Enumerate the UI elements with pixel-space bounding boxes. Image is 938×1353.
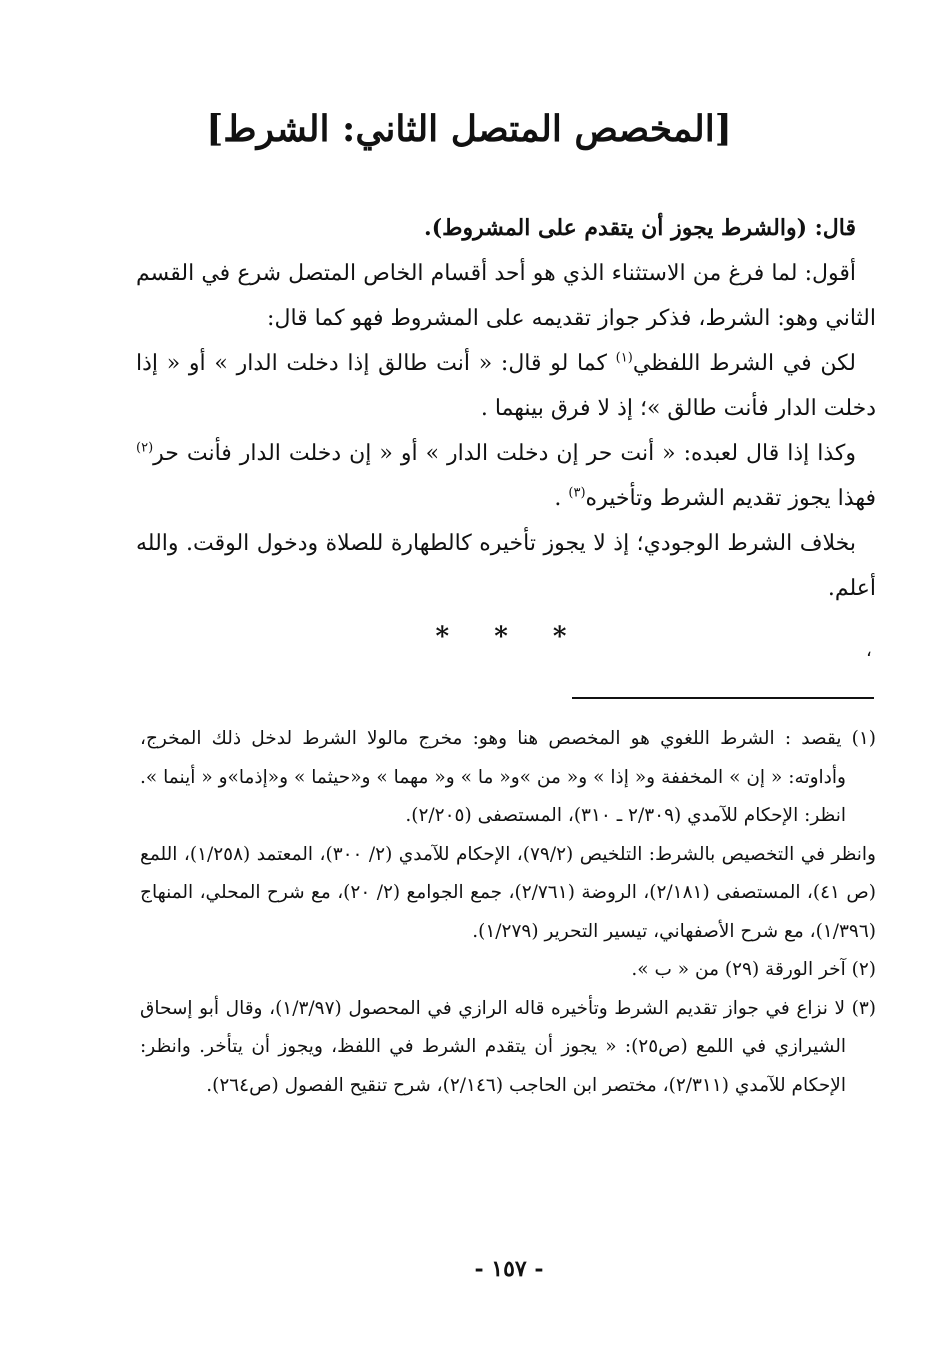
footnote-divider — [572, 697, 874, 699]
paragraph-lafzi — [136, 341, 876, 431]
footnote-ref-3: (٣) — [568, 485, 586, 501]
paragraph-aqul: أقول: لما فرغ من الاستثناء الذي هو أحد أقسام الخاص المتصل شرع في القسم الثاني وهو: الشرط، فذكر جواز تقديمه على المشروط فهو كما قال: — [136, 261, 876, 331]
section-separator: * * * — [435, 622, 585, 652]
footnote-1-continued: وانظر في التخصيص بالشرط: التلخيص (٧٩/٢)، الإحكام للآمدي (٢/ ٣٠٠)، المعتمد (١/٢٥٨)، اللمع (ص ٤١)، المستصفى (٢/١٨١)، الروضة (٢/٧٦١)، جمع الجوامع (٢/ ٢٠)، مع شرح المحلي، المنهاج (١/٣٩٦)، مع شرح الأصفهاني، تيسير التحرير (١/٢٧٩). — [140, 843, 877, 942]
paragraph-lafzi-text-b: كما لو قال: « أنت طالق إذا دخلت الدار » أو « إذا دخلت الدار فأنت طالق »؛ إذ لا فرق بينهما . — [136, 351, 876, 421]
stray-mark: ، — [866, 640, 872, 661]
paragraph-abd-text-c: . — [554, 486, 569, 511]
footnote-3: (٣) لا نزاع في جواز تقديم الشرط وتأخيره قاله الرازي في المحصول (١/٣/٩٧)، وقال أبو إسحاق الشيرازي في اللمع (ص٢٥): « يجوز أن يتقدم الشرط في اللفظ، ويجوز أن يتأخر. وانظر: الإحكام للآمدي (٢/٣١١)، مختصر ابن الحاجب (٢/١٤٦)، شرح تنقيح الفصول (ص٢٦٤). — [140, 997, 877, 1096]
section-title: [المخصص المتصل الثاني: الشرط] — [206, 108, 732, 150]
paragraph-abd-text-a: وكذا إذا قال لعبده: « أنت حر إن دخلت الدار » أو « إن دخلت الدار فأنت حر — [153, 441, 856, 466]
footnote-ref-2: (٢) — [136, 440, 154, 456]
footnotes — [140, 720, 876, 1105]
footnote-1: (١) يقصد : الشرط اللغوي هو المخصص هنا وهو: مخرج مالولا الشرط لدخل ذلك المخرج، وأداوته: « إن » المخففة و« إذا » و« من »و« ما » و« مهما » و«حيثما » و«إذما»و « أينما ». انظر: الإحكام للآمدي (٢/٣٠٩ ـ ٣١٠)، المستصفى (٢/٢٠٥). — [140, 728, 876, 826]
main-body — [136, 251, 876, 611]
paragraph-abd — [136, 431, 876, 521]
footnote-2: (٢) آخر الورقة (٢٩) من « ب ». — [631, 959, 876, 980]
footnote-ref-1: (١) — [615, 350, 633, 366]
paragraph-lafzi-text-a: لكن في الشرط اللفظي — [632, 351, 856, 376]
page-number: - ١٥٧ - — [474, 1256, 544, 1282]
paragraph-wujudi: بخلاف الشرط الوجودي؛ إذ لا يجوز تأخيره كالطهارة للصلاة ودخول الوقت. والله أعلم. — [136, 531, 876, 601]
paragraph-abd-text-b: فهذا يجوز تقديم الشرط وتأخيره — [585, 486, 876, 511]
quoted-statement: قال: (والشرط يجوز أن يتقدم على المشروط). — [424, 215, 856, 241]
